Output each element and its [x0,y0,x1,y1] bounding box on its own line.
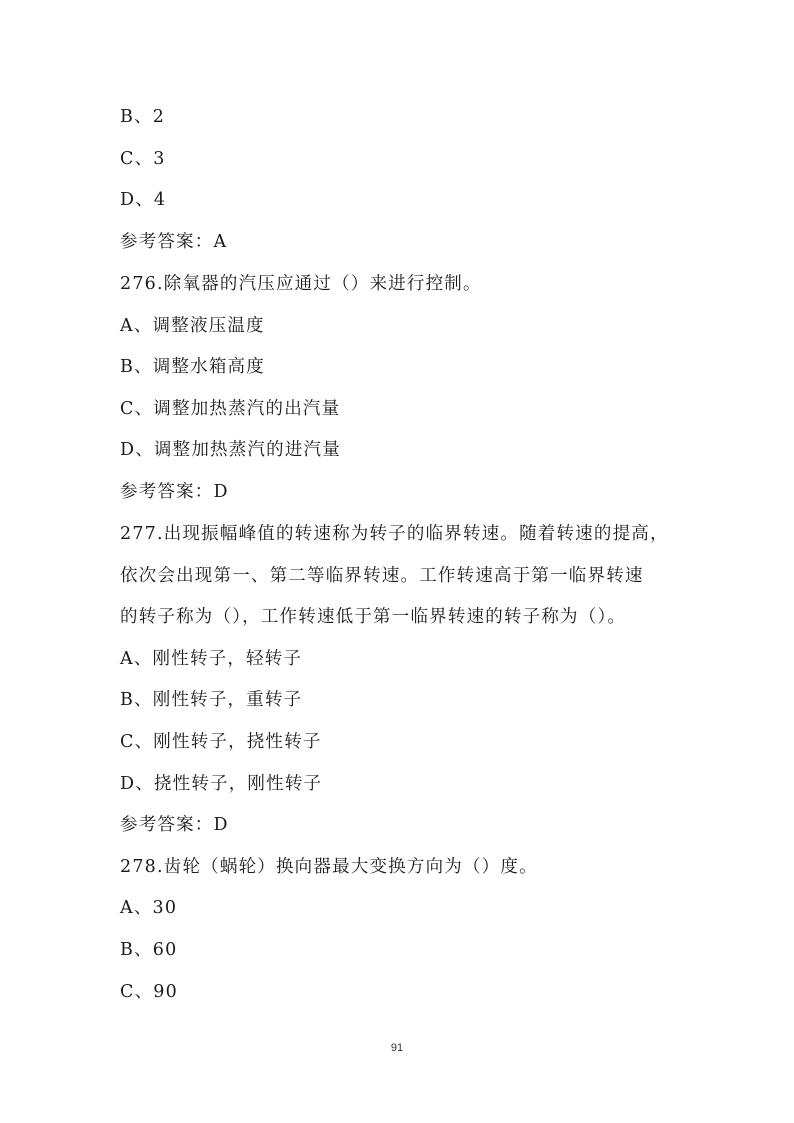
q277-answer: 参考答案：D [120,815,229,835]
option-b-prev: B、2 [120,107,166,127]
question-277-line-3: 的转子称为（），工作转速低于第一临界转速的转子称为（）。 [120,607,627,627]
q277-option-c: C、刚性转子，挠性转子 [120,732,322,752]
q278-option-a: A、30 [120,898,178,918]
q276-option-c: C、调整加热蒸汽的出汽量 [120,399,341,419]
page-number: 91 [390,1042,404,1054]
question-278: 278.齿轮（蜗轮）换向器最大变换方向为（）度。 [120,857,538,877]
question-277-line-1: 277.出现振幅峰值的转速称为转子的临界转速。随着转速的提高， [120,524,669,544]
q278-option-b: B、60 [120,940,178,960]
q277-option-d: D、挠性转子，刚性转子 [120,774,323,794]
q278-option-c: C、90 [120,982,178,1002]
option-d-prev: D、4 [120,190,167,210]
q276-answer: 参考答案：D [120,482,229,502]
option-c-prev: C、3 [120,149,166,169]
q277-option-a: A、刚性转子，轻转子 [120,649,303,669]
q276-option-b: B、调整水箱高度 [120,357,265,377]
q276-option-d: D、调整加热蒸汽的进汽量 [120,440,341,460]
question-276: 276.除氧器的汽压应通过（）来进行控制。 [120,274,482,294]
q276-option-a: A、调整液压温度 [120,316,265,336]
answer-prev: 参考答案：A [120,232,228,252]
q277-option-b: B、刚性转子，重转子 [120,690,303,710]
question-277-line-2: 依次会出现第一、第二等临界转速。工作转速高于第一临界转速 [120,566,644,586]
